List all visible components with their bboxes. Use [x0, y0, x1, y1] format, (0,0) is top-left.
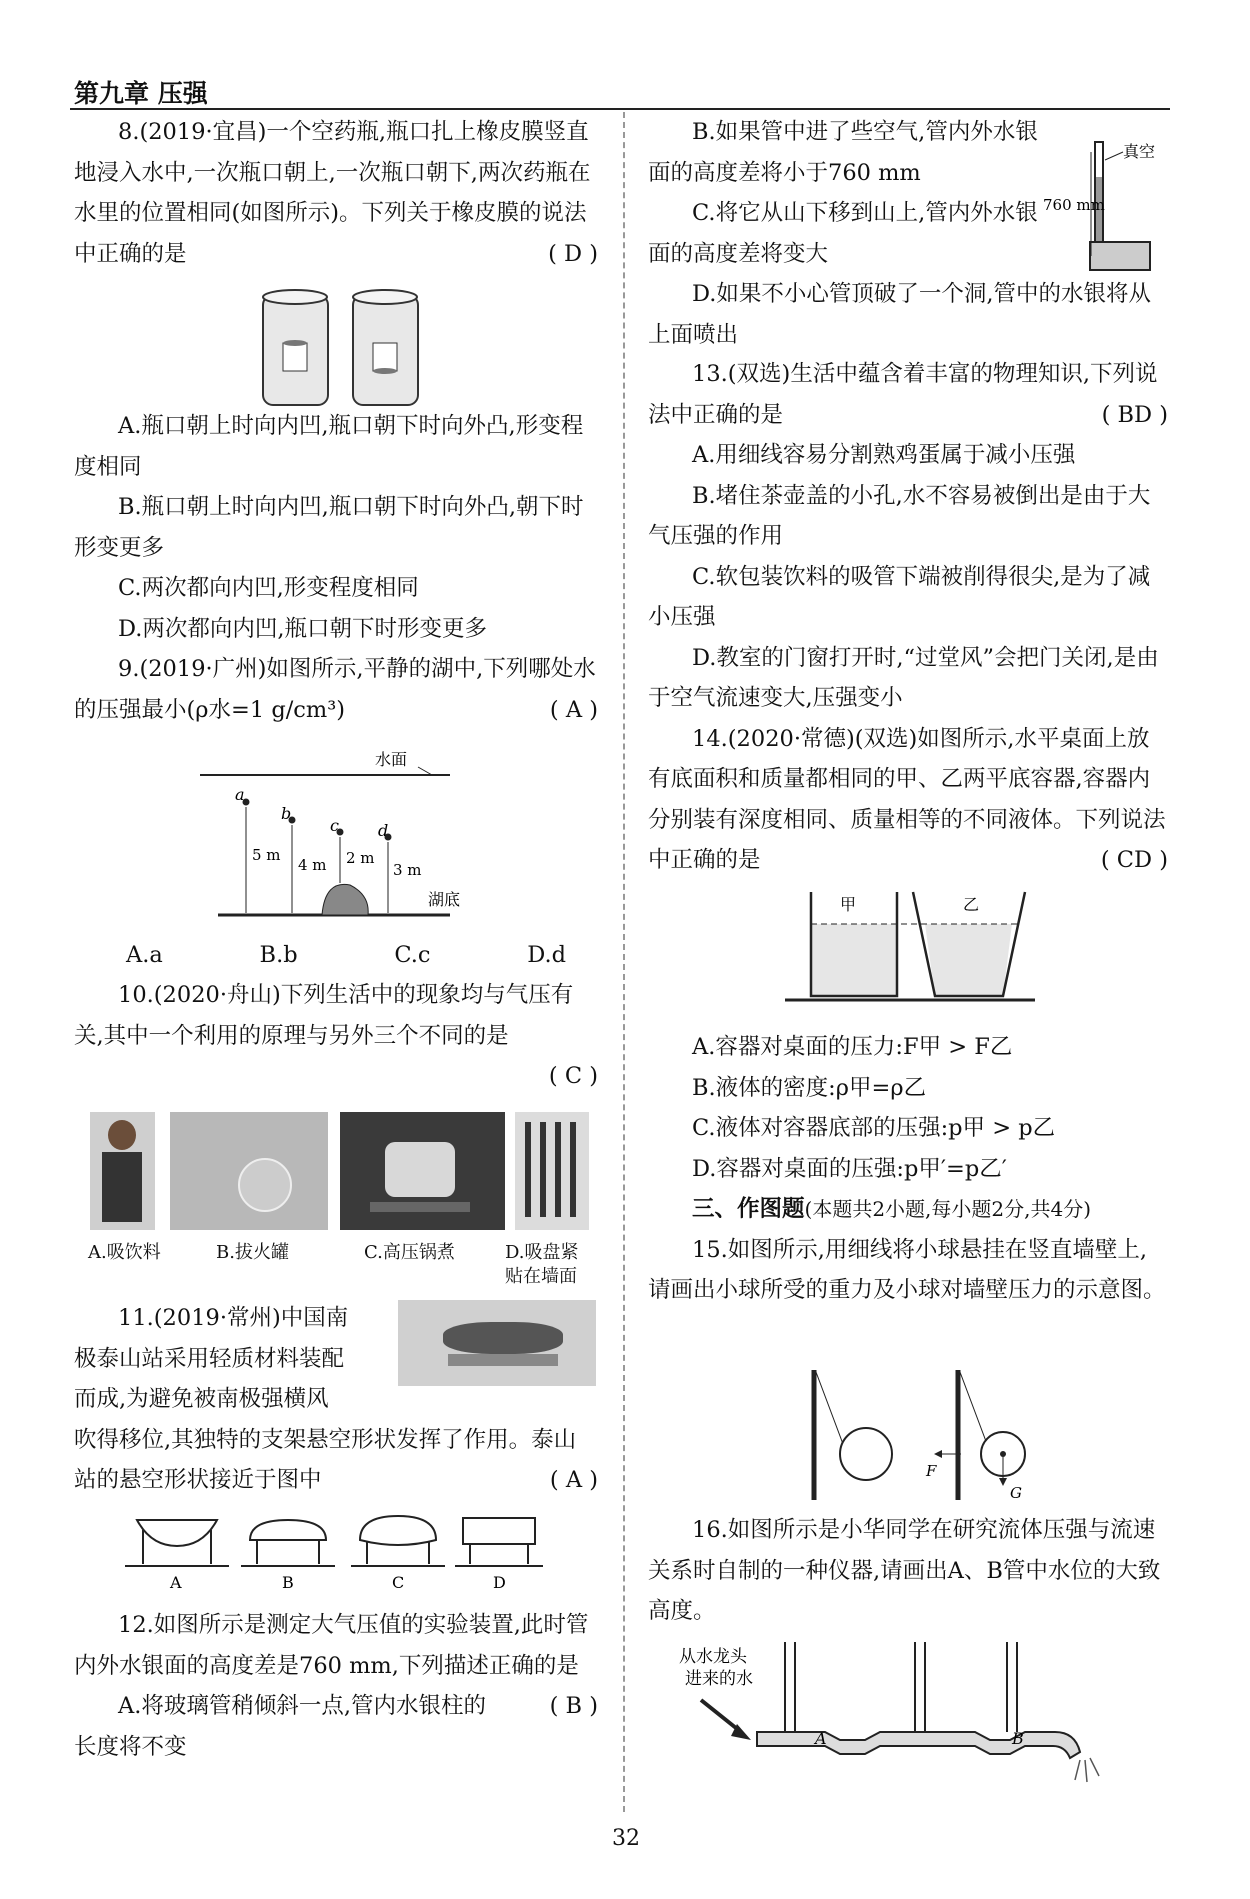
rock-icon	[322, 884, 368, 915]
q8-option-a: A.瓶口朝上时向内凹,瓶口朝下时向外凸,形变程度相同	[74, 413, 584, 480]
q8-option-d: D.两次都向内凹,瓶口朝下时形变更多	[118, 615, 488, 642]
q13-answer: ( BD )	[1101, 401, 1168, 428]
q13-stem: 13.(双选)生活中蕴含着丰富的物理知识,下列说法中正确的是 ( BD )	[648, 354, 1168, 435]
q11-stem-1: 11.(2019·常州)中国南	[118, 1305, 349, 1331]
q8-options	[74, 406, 598, 730]
photo-drinking	[90, 1112, 155, 1230]
q12-options-cont	[648, 112, 1048, 274]
water-spray-icon	[1075, 1758, 1099, 1782]
photo-cupping	[170, 1112, 328, 1230]
q16-figure	[675, 1640, 1115, 1790]
q12-figure	[1035, 132, 1170, 277]
vacuum-label: 真空	[1123, 142, 1156, 161]
point-c-label: c	[330, 816, 339, 835]
q14-figure	[785, 888, 1035, 1013]
water-surface-label: 水面	[375, 750, 408, 769]
q15-figure	[808, 1368, 1038, 1508]
q11-stem-3: 而成,为避免被南极强横风	[74, 1386, 329, 1412]
q9-stem: 9.(2019·广州)如图所示,平静的湖中,下列哪处水的压强最小(ρ水=1 g/cm³) ( A )	[74, 649, 598, 730]
q11-stem-4: 吹得移位,其独特的支架悬空形状发挥了作用。泰山站的悬空形状接近于图中 ( A )	[74, 1420, 598, 1501]
q11-answer: ( A )	[549, 1467, 598, 1493]
q9-option-a: A.a	[126, 942, 163, 968]
q14-option-d: D.容器对桌面的压强:p甲′=p乙′	[692, 1155, 1007, 1182]
depth-a: 5 m	[252, 846, 281, 864]
q8-option-c: C.两次都向内凹,形变程度相同	[118, 575, 419, 601]
depth-b: 4 m	[298, 856, 327, 874]
q13-option-c: C.软包装饮料的吸管下端被削得很尖,是为了减小压强	[648, 563, 1151, 630]
q12-option-d-block	[648, 274, 1168, 355]
point-b-label: b	[281, 804, 292, 823]
q8-answer: ( D )	[548, 240, 598, 267]
point-a-label: a	[235, 785, 245, 804]
q13-option-d: D.教室的门窗打开时,“过堂风”会把门关闭,是由于空气流速变大,压强变小	[648, 644, 1159, 711]
header-rule	[70, 108, 1170, 110]
q13-option-b: B.堵住茶壶盖的小孔,水不容易被倒出是由于大气压强的作用	[648, 482, 1151, 549]
caption-d1: D.吸盘紧	[505, 1242, 579, 1263]
q9-option-d: D.d	[527, 942, 566, 968]
q14-answer: ( CD )	[1100, 847, 1168, 873]
inlet-label-1: 从水龙头	[679, 1647, 747, 1667]
force-f-label: F	[926, 1462, 937, 1480]
q10-stem: 10.(2020·舟山)下列生活中的现象均与气压有关,其中一个利用的原理与另外三个不同的是	[74, 982, 574, 1049]
shape-d-label: D	[493, 1573, 506, 1590]
q12-answer: ( B )	[549, 1693, 598, 1719]
q14-option-c: C.液体对容器底部的压强:p甲 > p乙	[692, 1115, 1056, 1141]
bottle-up-icon	[263, 290, 328, 405]
q11-stem-2: 极泰山站采用轻质材料装配	[74, 1345, 345, 1372]
q9-option-c: C.c	[394, 942, 431, 968]
q16-block	[648, 1510, 1168, 1632]
container-jia-label: 甲	[840, 895, 857, 914]
chapter-header: 第九章 压强	[74, 79, 208, 108]
caption-d2: 贴在墙面	[505, 1266, 577, 1287]
height-label: 760 mm	[1043, 196, 1105, 214]
q8-block	[74, 112, 598, 274]
shape-c-label: C	[392, 1573, 405, 1590]
q14-stem: 14.(2020·常德)(双选)如图所示,水平桌面上放有底面积和质量都相同的甲、乙两平底容器,容器内分别装有深度相同、质量相等的不同液体。下列说法中正确的是 ( CD )	[648, 719, 1168, 881]
lake-bottom-label: 湖底	[428, 890, 460, 909]
q12-stem: 12.如图所示是测定大气压值的实验装置,此时管内外水银面的高度差是760 mm,下列描述正确的是 ( B )	[74, 1605, 598, 1686]
q10-answer: ( C )	[548, 1063, 598, 1089]
q8-figure	[255, 285, 425, 415]
depth-c: 2 m	[346, 849, 375, 867]
column-divider	[623, 112, 625, 1812]
q12-option-b: B.如果管中进了些空气,管内外水银面的高度差将小于760 mm	[648, 119, 1038, 186]
q14-options	[648, 1027, 1168, 1311]
caption-b: B.拔火罐	[216, 1242, 289, 1263]
q10-block	[74, 975, 598, 1097]
container-yi-label: 乙	[963, 895, 980, 914]
q14-option-b: B.液体的密度:ρ甲=ρ乙	[692, 1074, 927, 1101]
q8-stem: 8.(2019·宜昌)一个空药瓶,瓶口扎上橡皮膜竖直地浸入水中,一次瓶口朝上,一次瓶口朝下,两次药瓶在水里的位置相同(如图所示)。下列关于橡皮膜的说法中正确的是 ( D )	[74, 112, 598, 274]
point-d-label: d	[378, 821, 389, 840]
q12-option-a: A.将玻璃管稍倾斜一点,管内水银柱的长度将不变	[74, 1693, 487, 1760]
q16-stem: 16.如图所示是小华同学在研究流体压强与流速关系时自制的一种仪器,请画出A、B管中水位的大致高度。	[648, 1517, 1161, 1624]
q9-answer: ( A )	[549, 696, 598, 723]
q9-figure	[200, 745, 460, 925]
q13-option-a: A.用细线容易分割熟鸡蛋属于减小压强	[692, 442, 1076, 468]
q14-option-a: A.容器对桌面的压力:F甲 > F乙	[692, 1034, 1013, 1060]
q11-shapes	[125, 1510, 565, 1590]
shape-b-label: B	[282, 1573, 294, 1590]
caption-a: A.吸饮料	[88, 1242, 161, 1263]
q11-block	[74, 1298, 598, 1501]
shape-a-label: A	[170, 1573, 182, 1590]
q9-option-b: B.b	[259, 942, 298, 968]
section-3-heading: 三、作图题(本题共2小题,每小题2分,共4分)	[692, 1196, 1092, 1222]
q15-stem: 15.如图所示,用细线将小球悬挂在竖直墙壁上,请画出小球所受的重力及小球对墙壁压力的示意图。	[648, 1236, 1166, 1303]
q9-options	[126, 935, 566, 976]
inlet-label-2: 进来的水	[685, 1669, 753, 1689]
bottle-down-icon	[353, 290, 418, 405]
tube-b-label: B	[1012, 1729, 1024, 1748]
tube-a-label: A	[815, 1729, 827, 1748]
q12-block	[74, 1605, 598, 1767]
q12-option-d: D.如果不小心管顶破了一个洞,管中的水银将从上面喷出	[648, 281, 1152, 348]
depth-d: 3 m	[393, 861, 422, 879]
q13-block	[648, 354, 1168, 881]
photo-suction-hooks	[515, 1112, 589, 1230]
q12-option-c: C.将它从山下移到山上,管内外水银面的高度差将变大	[648, 200, 1038, 267]
page-number: 32	[612, 1826, 640, 1851]
q8-option-b: B.瓶口朝上时向内凹,瓶口朝下时向外凸,朝下时形变更多	[74, 494, 584, 561]
caption-c: C.高压锅煮	[364, 1242, 455, 1263]
photo-pressure-cooker	[340, 1112, 505, 1230]
force-g-label: G	[1010, 1484, 1022, 1502]
